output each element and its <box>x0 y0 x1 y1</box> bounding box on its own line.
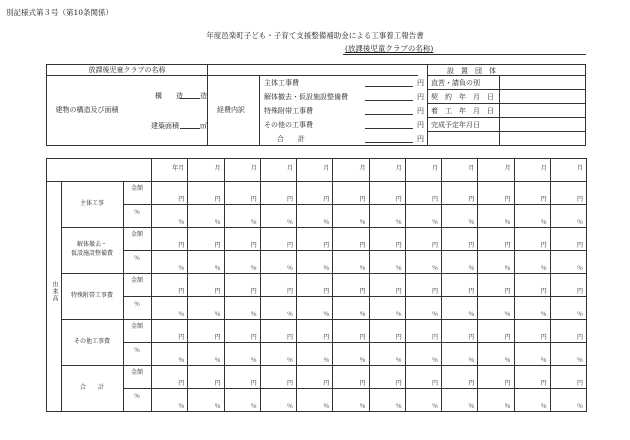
month-header: 月 <box>323 165 330 172</box>
month-header: 月 <box>286 165 293 172</box>
percent-unit: ％ <box>323 265 330 272</box>
grid-line <box>123 296 586 297</box>
percent-unit: ％ <box>178 403 185 410</box>
month-header: 月 <box>504 165 511 172</box>
yen-unit: 円 <box>540 288 547 295</box>
yen-unit: 円 <box>576 334 583 341</box>
percent-unit: ％ <box>504 357 511 364</box>
month-header: 月 <box>431 165 438 172</box>
yen-unit: 円 <box>504 334 511 341</box>
percent-unit: ％ <box>359 311 366 318</box>
yen-unit: 円 <box>504 380 511 387</box>
yen-unit: 円 <box>323 288 330 295</box>
expense-4-unit: 円 <box>417 121 424 129</box>
percent-unit: ％ <box>286 219 293 226</box>
yen-unit: 円 <box>214 334 221 341</box>
percent-unit: ％ <box>576 311 583 318</box>
yen-unit: 円 <box>431 288 438 295</box>
percent-unit: ％ <box>250 265 257 272</box>
group-label: 特殊附帯工事費 <box>70 292 113 299</box>
percent-unit: ％ <box>178 311 185 318</box>
percent-unit: ％ <box>468 311 475 318</box>
yen-unit: 円 <box>286 242 293 249</box>
month-header: 年月 <box>172 165 185 172</box>
yen-unit: 円 <box>214 380 221 387</box>
percent-unit: ％ <box>395 265 402 272</box>
yen-unit: 円 <box>178 196 185 203</box>
subtitle-underline <box>343 54 586 55</box>
yen-unit: 円 <box>540 242 547 249</box>
yen-unit: 円 <box>576 380 583 387</box>
group-label: 解体撤去・ 仮設施設整備費 <box>70 241 113 257</box>
expense-2-label: 解体撤去・仮設施設整備費 <box>264 93 348 101</box>
percent-unit: ％ <box>468 357 475 364</box>
amount-label: 金額 <box>130 323 143 330</box>
yen-unit: 円 <box>286 380 293 387</box>
club-name-subtitle: (放課後児童クラブの名称) <box>345 44 434 53</box>
amount-label: 金額 <box>130 185 143 192</box>
expense-1-unit: 円 <box>417 79 424 87</box>
group-label: その他工事費 <box>73 338 110 345</box>
yen-unit: 円 <box>286 196 293 203</box>
structure-unit: 造 <box>200 92 207 100</box>
grid-line <box>123 204 586 205</box>
yen-unit: 円 <box>250 380 257 387</box>
yen-unit: 円 <box>359 334 366 341</box>
expense-label: 経費内訳 <box>217 106 245 114</box>
yen-unit: 円 <box>576 288 583 295</box>
yen-unit: 円 <box>431 334 438 341</box>
yen-unit: 円 <box>431 196 438 203</box>
percent-unit: ％ <box>178 219 185 226</box>
yen-unit: 円 <box>359 288 366 295</box>
yen-unit: 円 <box>323 380 330 387</box>
percent-label: ％ <box>133 301 140 308</box>
grid-line <box>61 273 586 274</box>
amount-label: 金額 <box>130 277 143 284</box>
grid-line <box>123 388 586 389</box>
side-label: 出来高 <box>51 281 58 302</box>
grid-line <box>61 365 586 366</box>
yen-unit: 円 <box>576 242 583 249</box>
grid-line <box>47 181 586 182</box>
month-header: 月 <box>359 165 366 172</box>
percent-unit: ％ <box>323 219 330 226</box>
yen-unit: 円 <box>286 334 293 341</box>
grid-line <box>61 227 586 228</box>
percent-unit: ％ <box>323 403 330 410</box>
month-header: 月 <box>576 165 583 172</box>
percent-unit: ％ <box>359 357 366 364</box>
percent-unit: ％ <box>504 403 511 410</box>
yen-unit: 円 <box>214 288 221 295</box>
yen-unit: 円 <box>214 242 221 249</box>
percent-unit: ％ <box>250 219 257 226</box>
amount-label: 金額 <box>130 369 143 376</box>
yen-unit: 円 <box>504 242 511 249</box>
yen-unit: 円 <box>576 196 583 203</box>
month-header: 月 <box>250 165 257 172</box>
right-item-1: 直営・請負の別 <box>431 79 480 87</box>
yen-unit: 円 <box>540 380 547 387</box>
percent-unit: ％ <box>250 403 257 410</box>
group-label: 主体工事 <box>79 200 104 207</box>
percent-unit: ％ <box>431 311 438 318</box>
percent-unit: ％ <box>576 403 583 410</box>
percent-unit: ％ <box>286 403 293 410</box>
percent-unit: ％ <box>286 357 293 364</box>
percent-unit: ％ <box>286 265 293 272</box>
percent-unit: ％ <box>214 403 221 410</box>
yen-unit: 円 <box>468 334 475 341</box>
percent-unit: ％ <box>250 357 257 364</box>
top-info-table <box>46 64 586 146</box>
percent-unit: ％ <box>250 311 257 318</box>
grid-line <box>123 250 586 251</box>
percent-unit: ％ <box>323 357 330 364</box>
percent-unit: ％ <box>576 357 583 364</box>
percent-unit: ％ <box>540 265 547 272</box>
area-label: 建築面積 <box>151 122 179 130</box>
expense-total-label: 合 計 <box>277 135 305 143</box>
expense-total-unit: 円 <box>417 135 424 143</box>
percent-unit: ％ <box>504 265 511 272</box>
yen-unit: 円 <box>250 242 257 249</box>
yen-unit: 円 <box>395 196 402 203</box>
expense-3-unit: 円 <box>417 107 424 115</box>
percent-unit: ％ <box>178 265 185 272</box>
percent-unit: ％ <box>395 219 402 226</box>
percent-unit: ％ <box>540 403 547 410</box>
percent-unit: ％ <box>431 403 438 410</box>
yen-unit: 円 <box>359 196 366 203</box>
amount-label: 金額 <box>130 231 143 238</box>
expense-2-unit: 円 <box>417 93 424 101</box>
yen-unit: 円 <box>395 334 402 341</box>
percent-unit: ％ <box>468 265 475 272</box>
percent-unit: ％ <box>576 265 583 272</box>
percent-label: ％ <box>133 209 140 216</box>
yen-unit: 円 <box>359 380 366 387</box>
percent-unit: ％ <box>540 311 547 318</box>
yen-unit: 円 <box>359 242 366 249</box>
percent-unit: ％ <box>468 219 475 226</box>
setup-label: 設 置 団 体 <box>447 67 496 75</box>
percent-unit: ％ <box>359 403 366 410</box>
yen-unit: 円 <box>395 380 402 387</box>
yen-unit: 円 <box>178 334 185 341</box>
yen-unit: 円 <box>323 196 330 203</box>
percent-unit: ％ <box>214 311 221 318</box>
percent-unit: ％ <box>395 357 402 364</box>
percent-unit: ％ <box>431 219 438 226</box>
yen-unit: 円 <box>214 196 221 203</box>
yen-unit: 円 <box>250 334 257 341</box>
month-header: 月 <box>214 165 221 172</box>
expense-4-label: その他の工事費 <box>264 121 313 129</box>
percent-unit: ％ <box>395 403 402 410</box>
grid-line <box>123 342 586 343</box>
percent-label: ％ <box>133 255 140 262</box>
form-number: 別記様式第３号（第10条関係） <box>6 8 114 17</box>
percent-unit: ％ <box>214 219 221 226</box>
percent-unit: ％ <box>468 403 475 410</box>
percent-unit: ％ <box>178 357 185 364</box>
progress-table <box>46 158 587 412</box>
percent-unit: ％ <box>576 219 583 226</box>
month-header: 月 <box>468 165 475 172</box>
group-label: 合 計 <box>79 384 104 391</box>
club-name-label: 放課後児童クラブの名称 <box>88 66 166 74</box>
yen-unit: 円 <box>178 380 185 387</box>
percent-unit: ％ <box>214 357 221 364</box>
percent-unit: ％ <box>431 265 438 272</box>
percent-unit: ％ <box>286 311 293 318</box>
percent-unit: ％ <box>214 265 221 272</box>
percent-label: ％ <box>133 393 140 400</box>
right-item-2: 契 約 年 月 日 <box>431 93 494 101</box>
month-header: 月 <box>540 165 547 172</box>
yen-unit: 円 <box>286 288 293 295</box>
right-item-3: 着 工 年 月 日 <box>431 107 494 115</box>
yen-unit: 円 <box>468 242 475 249</box>
expense-3-label: 特殊附帯工事費 <box>264 107 313 115</box>
yen-unit: 円 <box>250 288 257 295</box>
yen-unit: 円 <box>468 288 475 295</box>
yen-unit: 円 <box>178 288 185 295</box>
grid-line <box>61 181 62 411</box>
percent-unit: ％ <box>504 219 511 226</box>
expense-1-label: 主体工事費 <box>264 79 299 87</box>
percent-unit: ％ <box>359 265 366 272</box>
yen-unit: 円 <box>250 196 257 203</box>
report-title: 年度邑楽町子ども・子育て支援整備補助金による工事着工報告書 <box>206 31 424 40</box>
percent-unit: ％ <box>540 357 547 364</box>
yen-unit: 円 <box>431 242 438 249</box>
yen-unit: 円 <box>540 334 547 341</box>
yen-unit: 円 <box>323 242 330 249</box>
grid-line <box>61 319 586 320</box>
yen-unit: 円 <box>540 196 547 203</box>
percent-unit: ％ <box>359 219 366 226</box>
structure-label: 構 造 <box>155 92 183 100</box>
percent-unit: ％ <box>395 311 402 318</box>
month-header: 月 <box>395 165 402 172</box>
yen-unit: 円 <box>468 380 475 387</box>
percent-unit: ％ <box>431 357 438 364</box>
yen-unit: 円 <box>323 334 330 341</box>
percent-label: ％ <box>133 347 140 354</box>
yen-unit: 円 <box>504 196 511 203</box>
area-unit: ㎡ <box>200 122 207 130</box>
percent-unit: ％ <box>540 219 547 226</box>
yen-unit: 円 <box>468 196 475 203</box>
yen-unit: 円 <box>395 242 402 249</box>
building-label: 建物の構造及び面積 <box>55 106 119 114</box>
yen-unit: 円 <box>395 288 402 295</box>
yen-unit: 円 <box>178 242 185 249</box>
yen-unit: 円 <box>504 288 511 295</box>
percent-unit: ％ <box>504 311 511 318</box>
right-item-4: 完成予定年月日 <box>431 121 480 129</box>
yen-unit: 円 <box>431 380 438 387</box>
percent-unit: ％ <box>323 311 330 318</box>
